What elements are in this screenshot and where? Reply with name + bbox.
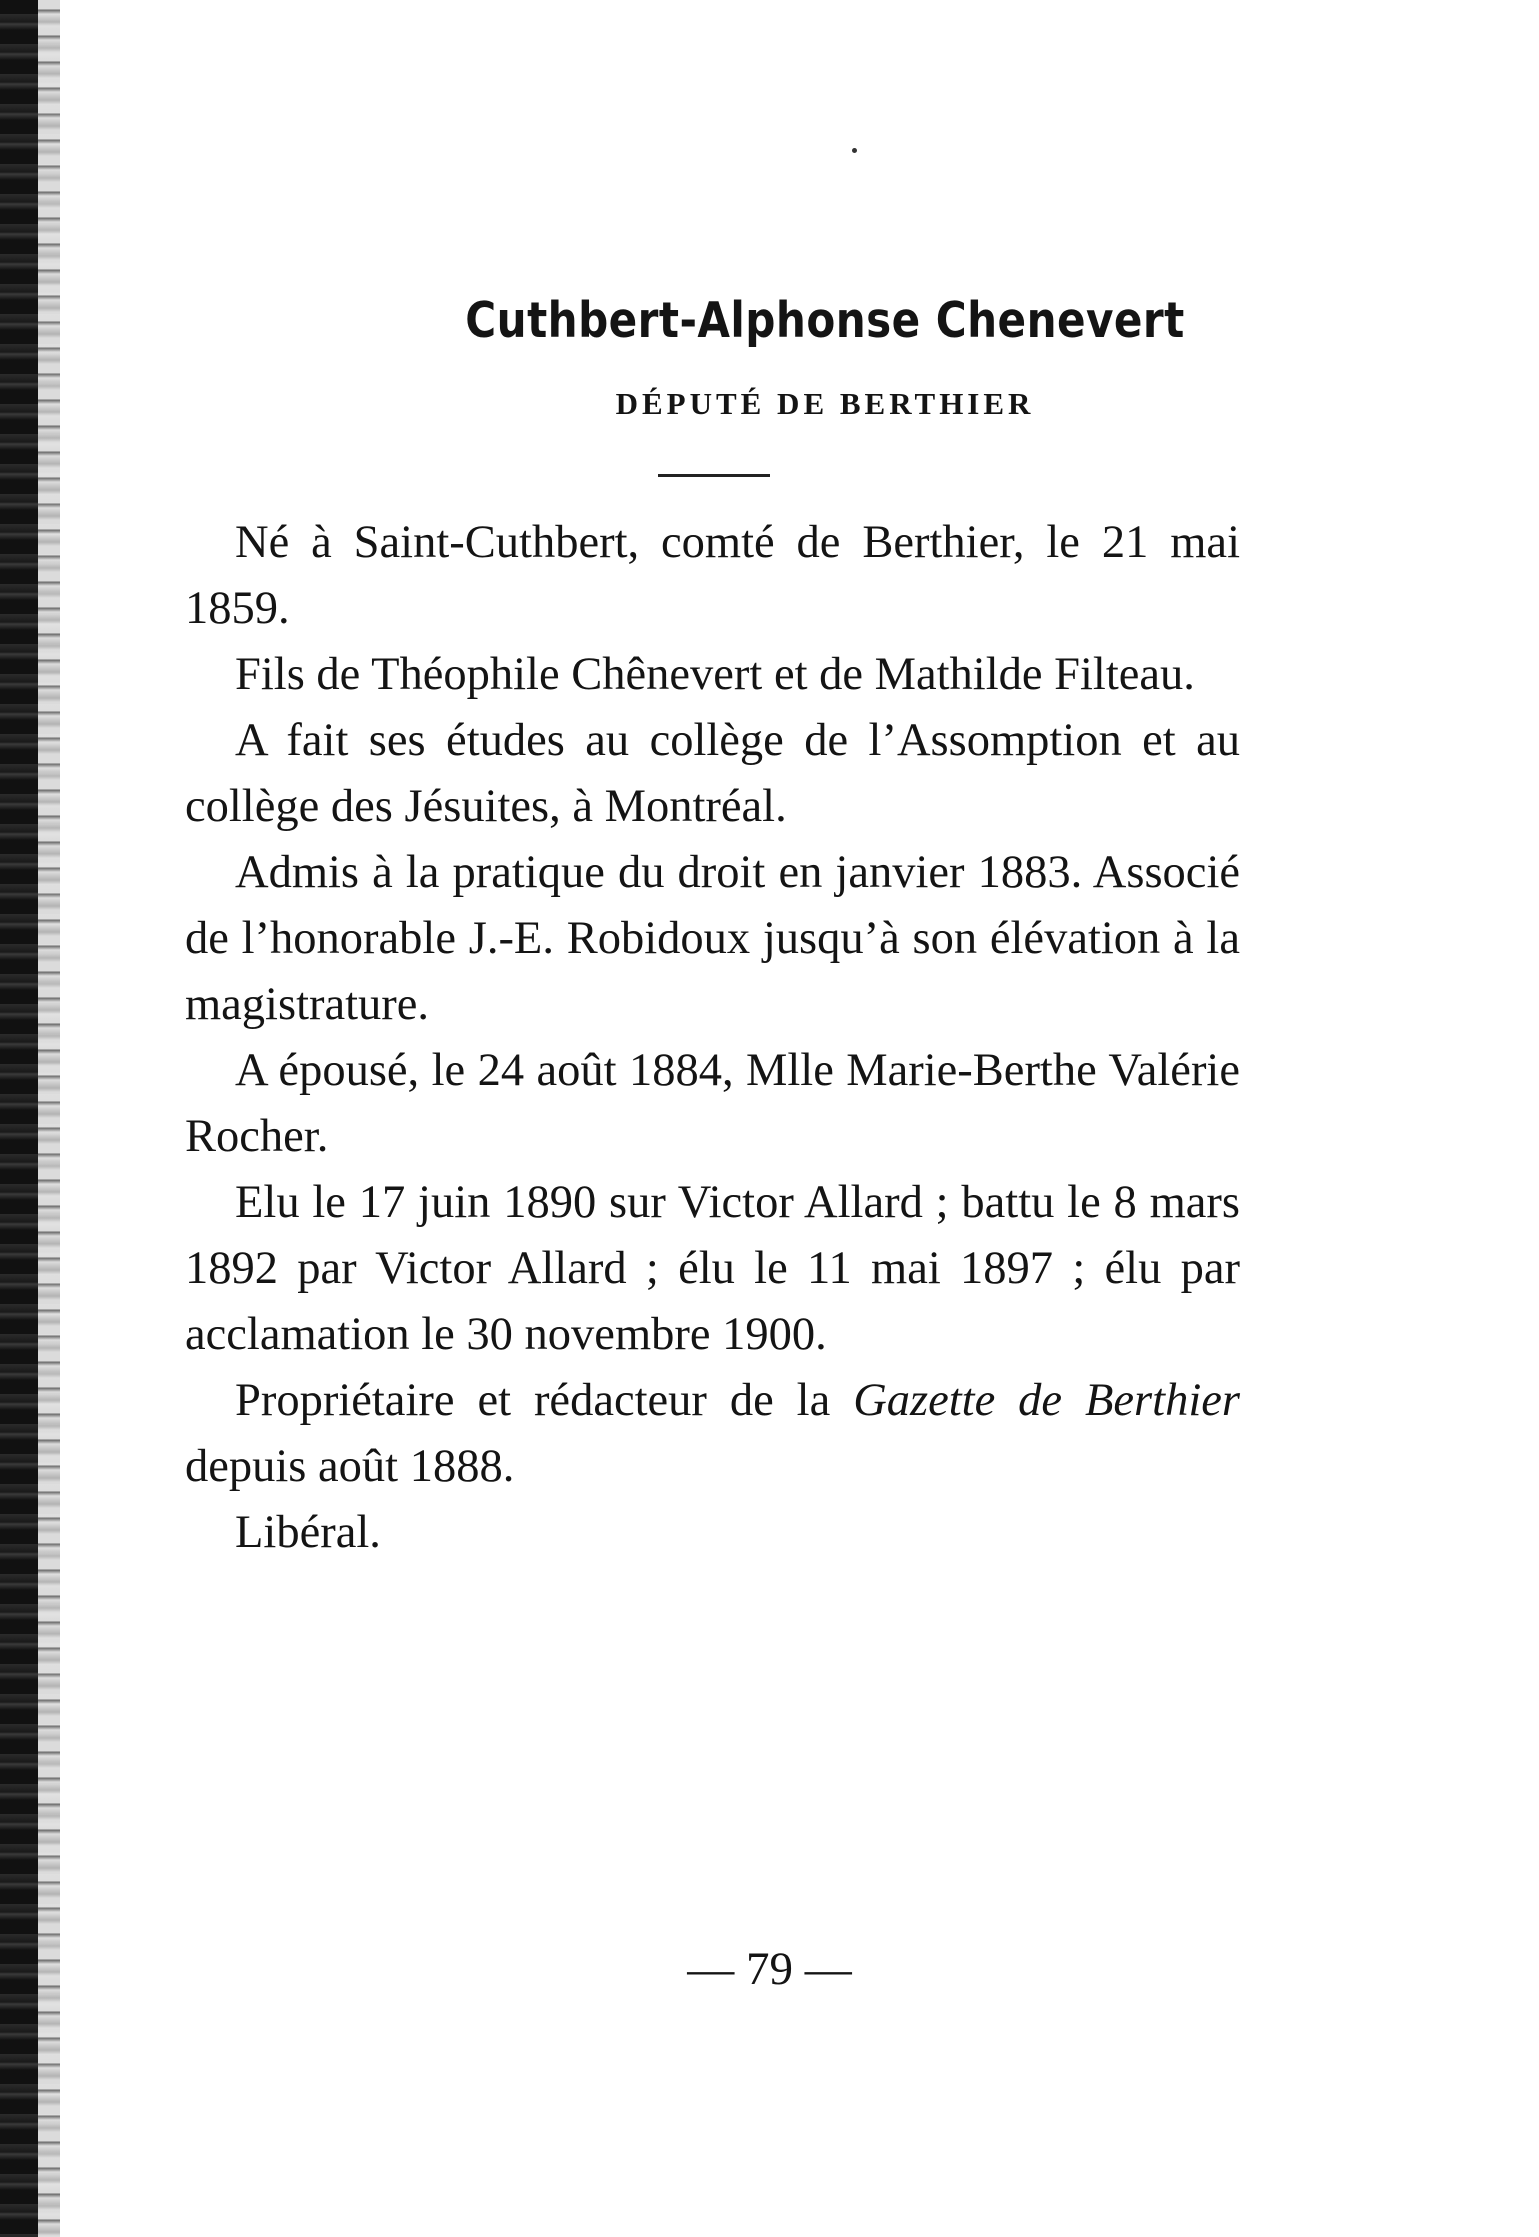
paragraph-law: Admis à la pratique du droit en janvier 1883. Associé de l’honorable J.-E. Robidoux jusqu’à son élévation à la magistrature.	[185, 847, 1240, 1030]
paragraph-party: Libéral.	[235, 1507, 381, 1558]
newspaper-text-before: Propriétaire et rédacteur de la	[235, 1375, 854, 1426]
paragraph-elections: Elu le 17 juin 1890 sur Victor Allard ; battu le 8 mars 1892 par Victor Allard ; élu le 11 mai 1897 ; élu par acclamation le 30 novembre 1900.	[185, 1177, 1240, 1360]
paragraph-parents: Fils de Théophile Chênevert et de Mathilde Filteau.	[235, 649, 1195, 700]
paragraph-marriage: A épousé, le 24 août 1884, Mlle Marie-Berthe Valérie Rocher.	[185, 1045, 1240, 1162]
page-title: Cuthbert-Alphonse Chenevert	[465, 292, 1185, 349]
page-subtitle: DÉPUTÉ DE BERTHIER	[615, 386, 1035, 421]
paragraph-birth: Né à Saint-Cuthbert, comté de Berthier, le 21 mai 1859.	[185, 517, 1240, 634]
paragraph-studies: A fait ses études au collège de l’Assomption et au collège des Jésuites, à Montréal.	[185, 715, 1240, 832]
biography-text	[185, 510, 1240, 1566]
title-divider	[658, 474, 770, 477]
book-binding-edge	[0, 0, 60, 2237]
page-number: — 79 —	[687, 1943, 852, 1995]
paragraph-newspaper	[185, 1368, 1240, 1500]
newspaper-text-after: depuis août 1888.	[185, 1441, 515, 1492]
newspaper-title: Gazette de Berthier	[853, 1375, 1240, 1426]
print-speck	[852, 148, 857, 153]
